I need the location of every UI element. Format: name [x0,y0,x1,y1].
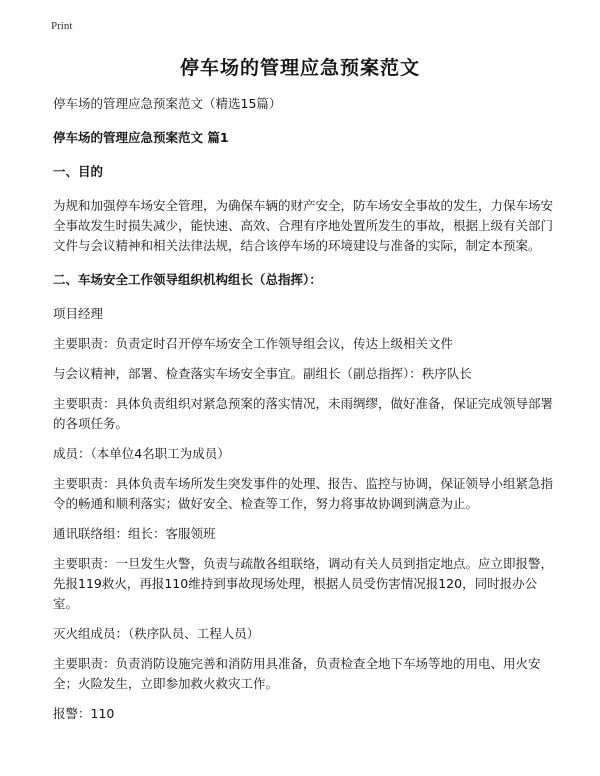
paragraph: 主要职责：负责消防设施完善和消防用具准备，负责检查全地下车场等地的用电、用火安全；火险发生，立即参加救火救灾工作。 [53,656,541,691]
paragraph: 报警：110 [53,706,115,721]
paragraph: 灭火组成员：（秩序队员、工程人员） [53,626,260,641]
section-paragraph-purpose: 为规和加强停车场安全管理，为确保车辆的财产安全，防车场安全事故的发生，力保车场安全事故发生时损失减少，能快速、高效、合理有序地处置所发生的事故，根据上级有关部门文件与会议精神和相关法律法规，结合该停车场的环境建设与准备的实际，制定本预案。 [53,198,554,253]
paragraph: 成员：（本单位4名职工为成员） [53,446,230,461]
article-heading: 停车场的管理应急预案范文 篇1 [53,130,229,145]
document-body [53,94,553,734]
paragraph: 主要职责：一旦发生火警，负责与疏散各组联络，调动有关人员到指定地点。应立即报警，先报119救火，再报110维持到事故现场处理，根据人员受伤害情况报120，同时报办公室。 [53,556,554,611]
paragraph: 主要职责：负责定时召开停车场安全工作领导组会议，传达上级相关文件 [53,336,454,351]
document-subtitle: 停车场的管理应急预案范文（精选15篇） [53,96,282,111]
print-label: Print [51,20,73,32]
document-title: 停车场的管理应急预案范文 [179,57,420,79]
section-heading-organization: 二、车场安全工作领导组织机构组长（总指挥）： [53,272,322,287]
paragraph: 与会议精神，部署、检查落实车场安全事宜。副组长（副总指挥）：秩序队长 [53,366,472,381]
paragraph: 通讯联络组：组长：客服领班 [53,526,216,541]
paragraph: 主要职责：具体负责车场所发生突发事件的处理、报告、监控与协调，保证领导小组紧急指令的畅通和顺利落实；做好安全、检查等工作，努力将事故协调到满意为止。 [53,476,554,511]
paragraph: 主要职责：具体负责组织对紧急预案的落实情况，未雨绸缪，做好准备，保证完成领导部署的各项任务。 [53,396,554,431]
paragraph: 项目经理 [53,306,104,321]
section-heading-purpose: 一、目的 [53,164,104,179]
